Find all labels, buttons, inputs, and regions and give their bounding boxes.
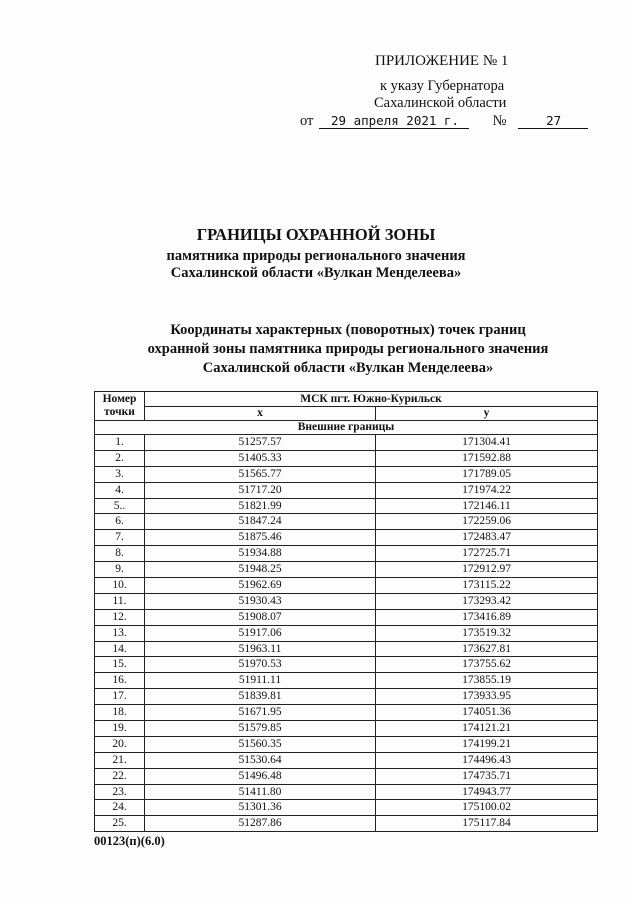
main-heading: ГРАНИЦЫ ОХРАННОЙ ЗОНЫ <box>196 225 436 244</box>
point-number-cell: 25. <box>95 816 145 832</box>
column-header-x: x <box>145 407 376 421</box>
column-header-number-line2: точки <box>104 406 135 418</box>
x-coordinate-cell: 51496.48 <box>145 768 376 784</box>
y-coordinate-cell: 174121.21 <box>376 721 598 737</box>
y-coordinate-cell: 173933.95 <box>376 689 598 705</box>
y-coordinate-cell: 172483.47 <box>376 530 598 546</box>
date-label: от <box>300 113 314 129</box>
y-coordinate-cell: 172259.06 <box>376 514 598 530</box>
point-number-cell: 19. <box>95 721 145 737</box>
x-coordinate-cell: 51970.53 <box>145 657 376 673</box>
table-row <box>95 482 598 498</box>
table-row <box>95 689 598 705</box>
x-coordinate-cell: 51530.64 <box>145 752 376 768</box>
coordinates-title-line1: Координаты характерных (поворотных) точек границ <box>170 322 526 338</box>
y-coordinate-cell: 174051.36 <box>376 705 598 721</box>
point-number-cell: 8. <box>95 546 145 562</box>
x-coordinate-cell: 51257.57 <box>145 435 376 451</box>
number-label: № <box>492 113 507 129</box>
point-number-cell: 5.. <box>95 498 145 514</box>
appendix-title: ПРИЛОЖЕНИЕ № 1 <box>375 53 509 69</box>
x-coordinate-cell: 51948.25 <box>145 562 376 578</box>
column-header-number <box>95 392 145 421</box>
x-coordinate-cell: 51847.24 <box>145 514 376 530</box>
y-coordinate-cell: 173115.22 <box>376 578 598 594</box>
point-number-cell: 21. <box>95 752 145 768</box>
table-row <box>95 784 598 800</box>
x-coordinate-cell: 51287.86 <box>145 816 376 832</box>
x-coordinate-cell: 51565.77 <box>145 466 376 482</box>
table-row <box>95 498 598 514</box>
y-coordinate-cell: 173519.32 <box>376 625 598 641</box>
x-coordinate-cell: 51917.06 <box>145 625 376 641</box>
y-coordinate-cell: 175100.02 <box>376 800 598 816</box>
x-coordinate-cell: 51911.11 <box>145 673 376 689</box>
point-number-cell: 7. <box>95 530 145 546</box>
x-coordinate-cell: 51934.88 <box>145 546 376 562</box>
point-number-cell: 1. <box>95 435 145 451</box>
table-subheader-row <box>95 407 598 421</box>
table-row <box>95 450 598 466</box>
table-row <box>95 435 598 451</box>
x-coordinate-cell: 51962.69 <box>145 578 376 594</box>
table-row <box>95 562 598 578</box>
table-row <box>95 625 598 641</box>
point-number-cell: 16. <box>95 673 145 689</box>
x-coordinate-cell: 51908.07 <box>145 609 376 625</box>
point-number-cell: 4. <box>95 482 145 498</box>
y-coordinate-cell: 173755.62 <box>376 657 598 673</box>
point-number-cell: 24. <box>95 800 145 816</box>
coordinates-table <box>94 391 598 832</box>
x-coordinate-cell: 51671.95 <box>145 705 376 721</box>
x-coordinate-cell: 51579.85 <box>145 721 376 737</box>
document-code: 00123(п)(6.0) <box>94 834 165 848</box>
y-coordinate-cell: 173416.89 <box>376 609 598 625</box>
y-coordinate-cell: 173855.19 <box>376 673 598 689</box>
coordinates-title-line2: охранной зоны памятника природы регионального значения <box>147 341 549 357</box>
y-coordinate-cell: 172725.71 <box>376 546 598 562</box>
y-coordinate-cell: 171974.22 <box>376 482 598 498</box>
table-row <box>95 578 598 594</box>
x-coordinate-cell: 51405.33 <box>145 450 376 466</box>
x-coordinate-cell: 51875.46 <box>145 530 376 546</box>
point-number-cell: 6. <box>95 514 145 530</box>
number-value: 27 <box>518 113 588 129</box>
y-coordinate-cell: 174735.71 <box>376 768 598 784</box>
point-number-cell: 9. <box>95 562 145 578</box>
x-coordinate-cell: 51411.80 <box>145 784 376 800</box>
x-coordinate-cell: 51717.20 <box>145 482 376 498</box>
point-number-cell: 18. <box>95 705 145 721</box>
table-row <box>95 609 598 625</box>
coordinates-title-line3: Сахалинской области «Вулкан Менделеева» <box>202 360 494 376</box>
table-row <box>95 721 598 737</box>
table-row <box>95 816 598 832</box>
point-number-cell: 11. <box>95 593 145 609</box>
table-row <box>95 466 598 482</box>
x-coordinate-cell: 51821.99 <box>145 498 376 514</box>
point-number-cell: 14. <box>95 641 145 657</box>
y-coordinate-cell: 171789.05 <box>376 466 598 482</box>
point-number-cell: 22. <box>95 768 145 784</box>
date-value: 29 апреля 2021 г. <box>319 113 469 129</box>
table-row <box>95 705 598 721</box>
column-header-number-line1: Номер <box>102 393 137 405</box>
x-coordinate-cell: 51839.81 <box>145 689 376 705</box>
subtitle-line2: Сахалинской области «Вулкан Менделеева» <box>170 265 462 281</box>
point-number-cell: 17. <box>95 689 145 705</box>
table-row <box>95 593 598 609</box>
x-coordinate-cell: 51560.35 <box>145 736 376 752</box>
decree-reference-line2: Сахалинской области <box>374 95 507 111</box>
y-coordinate-cell: 173627.81 <box>376 641 598 657</box>
decree-reference-line1: к указу Губернатора <box>380 78 505 94</box>
subtitle-line1: памятника природы регионального значения <box>166 248 466 264</box>
x-coordinate-cell: 51930.43 <box>145 593 376 609</box>
table-row <box>95 800 598 816</box>
table-row <box>95 752 598 768</box>
table-row <box>95 768 598 784</box>
y-coordinate-cell: 171304.41 <box>376 435 598 451</box>
table-row <box>95 736 598 752</box>
y-coordinate-cell: 174199.21 <box>376 736 598 752</box>
table-row <box>95 673 598 689</box>
y-coordinate-cell: 175117.84 <box>376 816 598 832</box>
point-number-cell: 2. <box>95 450 145 466</box>
y-coordinate-cell: 172912.97 <box>376 562 598 578</box>
table-row <box>95 514 598 530</box>
y-coordinate-cell: 174943.77 <box>376 784 598 800</box>
table-row <box>95 546 598 562</box>
table-row <box>95 657 598 673</box>
point-number-cell: 20. <box>95 736 145 752</box>
table-row <box>95 641 598 657</box>
y-coordinate-cell: 172146.11 <box>376 498 598 514</box>
point-number-cell: 10. <box>95 578 145 594</box>
y-coordinate-cell: 174496.43 <box>376 752 598 768</box>
point-number-cell: 23. <box>95 784 145 800</box>
section-label: Внешние границы <box>95 421 598 435</box>
table-section-row <box>95 421 598 435</box>
point-number-cell: 12. <box>95 609 145 625</box>
point-number-cell: 15. <box>95 657 145 673</box>
x-coordinate-cell: 51301.36 <box>145 800 376 816</box>
point-number-cell: 3. <box>95 466 145 482</box>
x-coordinate-cell: 51963.11 <box>145 641 376 657</box>
point-number-cell: 13. <box>95 625 145 641</box>
decree-date-row <box>300 113 588 130</box>
y-coordinate-cell: 171592.88 <box>376 450 598 466</box>
column-header-coordinate-system: МСК пгт. Южно-Курильск <box>145 392 598 407</box>
table-header-row <box>95 392 598 407</box>
column-header-y: y <box>376 407 598 421</box>
y-coordinate-cell: 173293.42 <box>376 593 598 609</box>
table-row <box>95 530 598 546</box>
